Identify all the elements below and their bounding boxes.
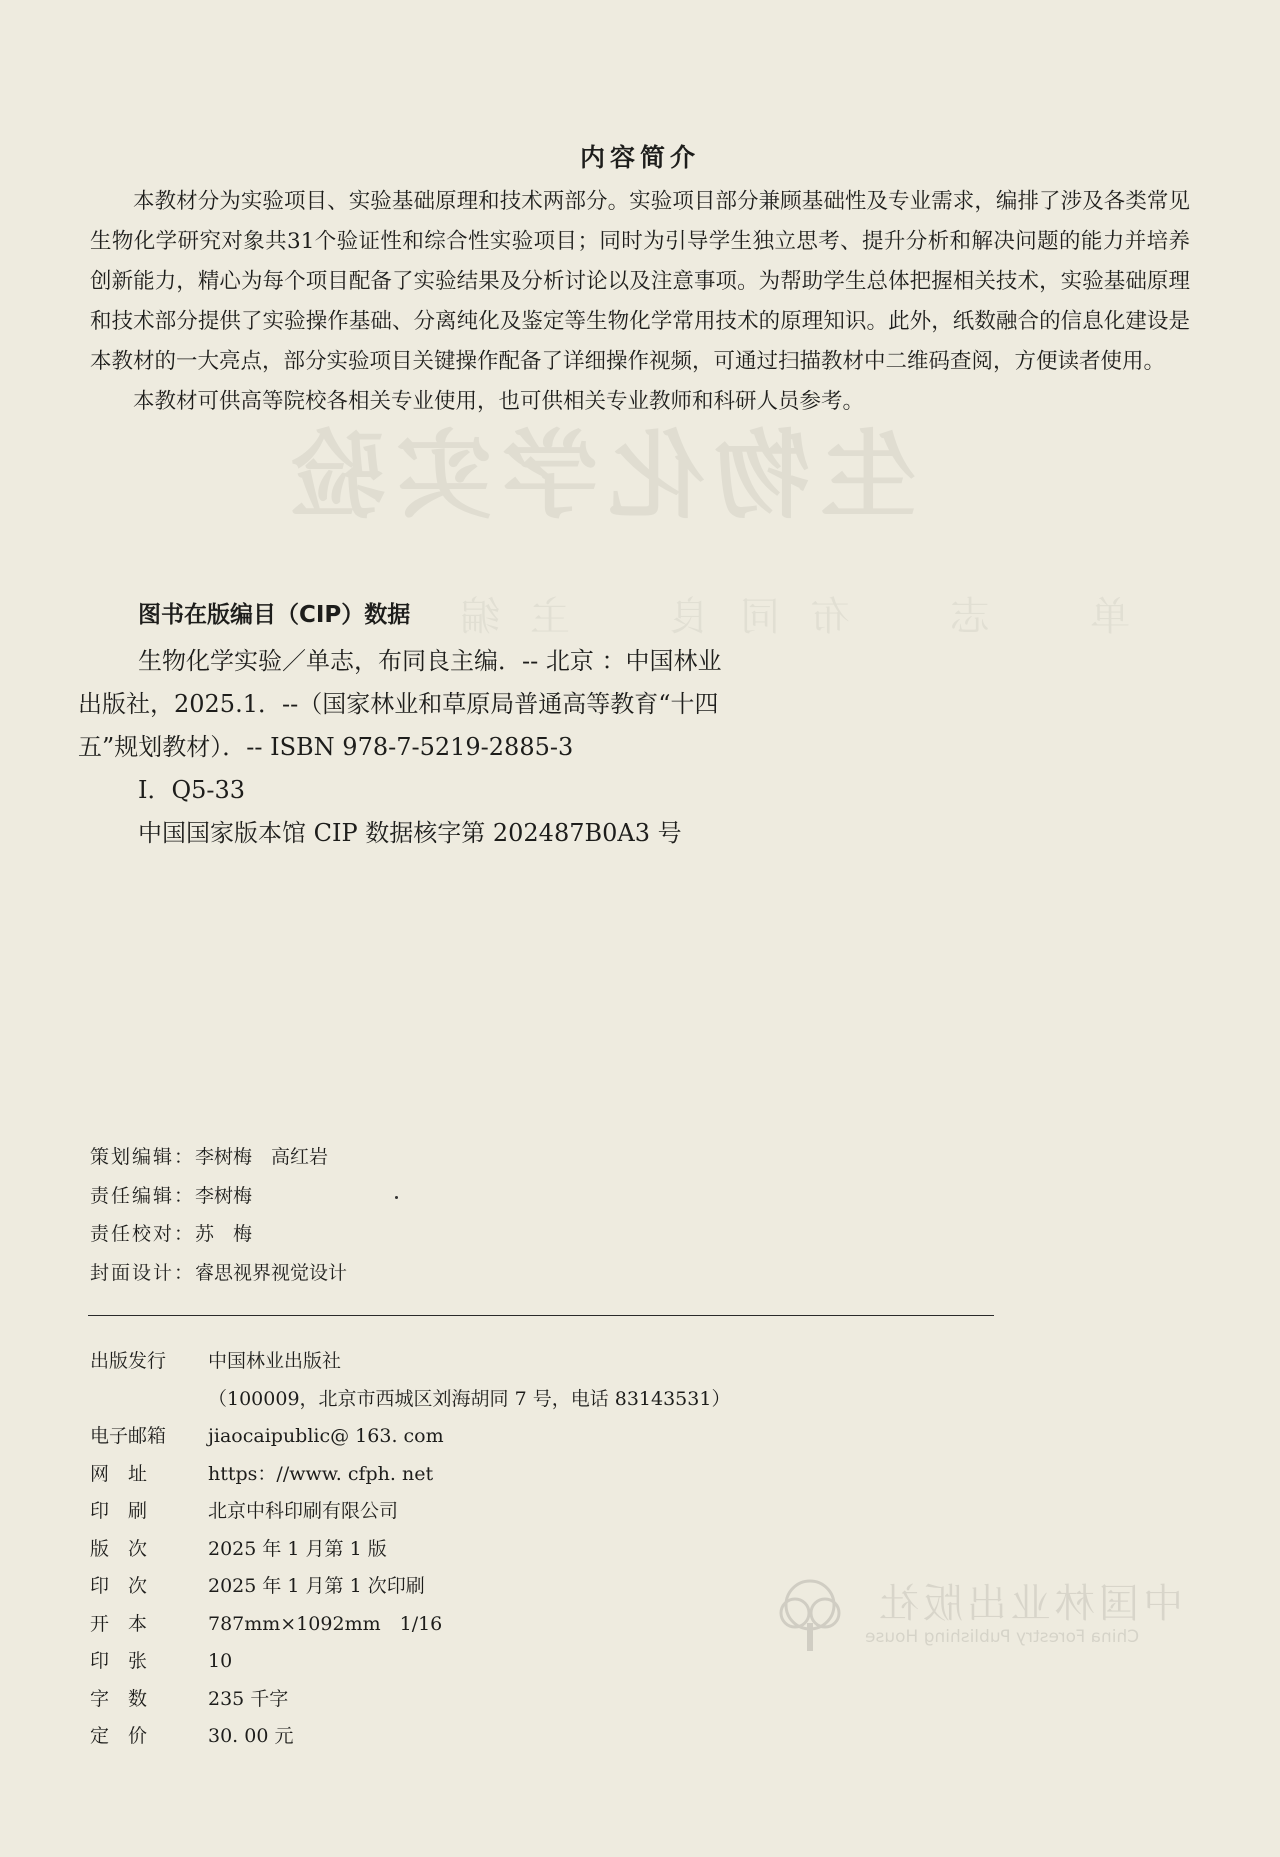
pub-label: [90, 1381, 208, 1419]
pub-row: [90, 1456, 730, 1494]
pub-row: [90, 1681, 730, 1719]
pub-row: [90, 1343, 730, 1381]
pub-row: [90, 1418, 730, 1456]
pub-row: [90, 1568, 730, 1606]
pub-label: 版 次: [90, 1537, 148, 1560]
tree-logo-icon: [765, 1575, 855, 1655]
pub-value: 787mm×1092mm 1/16: [208, 1612, 443, 1635]
cip-heading: 图书在版编目（CIP）数据: [138, 602, 411, 628]
pub-value: 2025 年 1 月第 1 次印刷: [208, 1575, 425, 1597]
show-through-cover-title: 生物化学实验: [280, 420, 916, 532]
editor-credits: [90, 1138, 347, 1292]
cip-classification: Ⅰ．Q5-33: [138, 776, 246, 804]
editor-row: [90, 1177, 347, 1216]
editor-label: 责任编辑：: [90, 1184, 196, 1207]
pub-label: 电子邮箱: [90, 1425, 167, 1447]
logo-chinese-text: 中国林业出版社: [875, 1581, 1183, 1627]
pub-value: 2025 年 1 月第 1 版: [208, 1537, 387, 1560]
pub-row: [90, 1606, 730, 1644]
editor-value: 苏 梅: [195, 1223, 253, 1245]
pub-value: 30. 00 元: [208, 1725, 294, 1747]
pub-label: 定 价: [90, 1725, 148, 1747]
intro-title: 内容简介: [579, 143, 700, 172]
pub-value: https：//www. cfph. net: [208, 1462, 434, 1485]
print-speck: [395, 1196, 398, 1199]
cip-record-body: 生物化学实验／单志，布同良主编．-- 北京 ：中国林业出版社，2025.1．--（国家林业和草原局普通高等教育“十四五”规划教材）．-- ISBN 978-7-5219-2885-3: [78, 647, 722, 761]
editor-label: 策划编辑：: [90, 1146, 196, 1168]
editor-row: [90, 1215, 347, 1254]
pub-label: 印 次: [90, 1575, 148, 1597]
show-through-cover-authors: 单 志 布同良 主编: [430, 594, 1130, 640]
divider-line: [88, 1315, 994, 1316]
pub-row: [90, 1531, 730, 1569]
publication-info: [90, 1343, 730, 1756]
editor-label: 封面设计：: [90, 1261, 196, 1284]
pub-row: [90, 1381, 730, 1419]
cip-block: [78, 594, 728, 855]
intro-paragraph: 本教材分为实验项目、实验基础原理和技术两部分。实验项目部分兼顾基础性及专业需求，编排了涉及各类常见生物化学研究对象共31个验证性和综合性实验项目；同时为引导学生独立思考、提升分析和解决问题的能力并培养创新能力，精心为每个项目配备了实验结果及分析讨论以及注意事项。为帮助学生总体把握相关技术，实验基础原理和技术部分提供了实验操作基础、分离纯化及鉴定等生物化学常用技术的原理知识。此外，纸数融合的信息化建设是本教材的一大亮点，部分实验项目关键操作配备了详细操作视频，可通过扫描教材中二维码查阅，方便读者使用。: [90, 189, 1190, 374]
pub-value: 235 千字: [208, 1687, 289, 1710]
pub-value: jiaocaipublic@ 163. com: [208, 1425, 444, 1447]
editor-value: 睿思视界视觉设计: [195, 1261, 348, 1284]
intro-body: [90, 182, 1190, 422]
logo-english-text: China Forestry Publishing House: [865, 1627, 1140, 1647]
editor-label: 责任校对：: [90, 1223, 196, 1245]
cip-record-number: 中国国家版本馆 CIP 数据核字第 202487B0A3 号: [138, 819, 682, 847]
pub-row: [90, 1493, 730, 1531]
pub-value: 中国林业出版社: [208, 1350, 342, 1372]
pub-label: 印 张: [90, 1650, 148, 1672]
pub-label: 印 刷: [90, 1500, 148, 1522]
intro-paragraph: 本教材可供高等院校各相关专业使用，也可供相关专业教师和科研人员参考。: [133, 389, 865, 414]
publisher-logo-show-through: [765, 1560, 1183, 1670]
pub-value: 10: [208, 1650, 233, 1672]
pub-label: 开 本: [90, 1612, 148, 1635]
pub-label: 网 址: [90, 1462, 148, 1485]
pub-row: [90, 1643, 730, 1681]
pub-value: 北京中科印刷有限公司: [208, 1500, 399, 1522]
editor-row: [90, 1254, 347, 1293]
pub-row: [90, 1718, 730, 1756]
editor-value: 李树梅: [195, 1184, 253, 1207]
pub-label: 出版发行: [90, 1350, 167, 1372]
editor-value: 李树梅 高红岩: [195, 1146, 329, 1168]
pub-label: 字 数: [90, 1687, 148, 1710]
pub-value: （100009，北京市西城区刘海胡同 7 号，电话 83143531）: [208, 1387, 731, 1410]
editor-row: [90, 1138, 347, 1177]
